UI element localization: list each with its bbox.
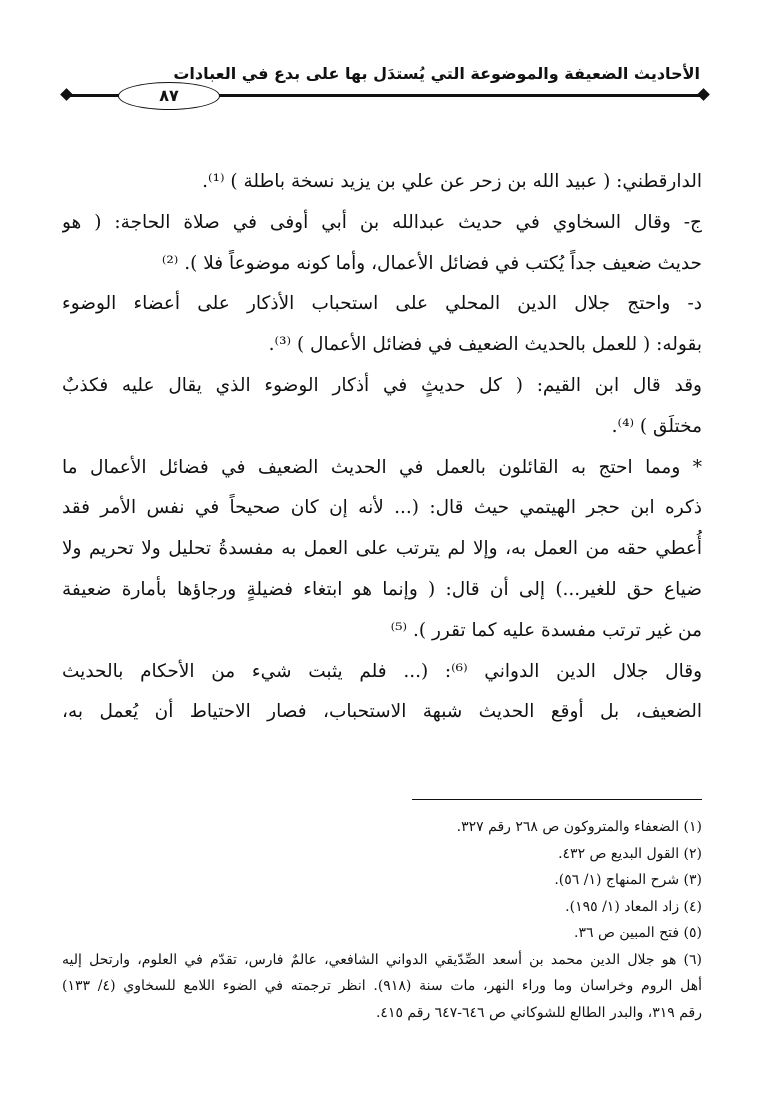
footnote: أهل الروم وخراسان وما وراء النهر، مات سنة (٩١٨). انظر ترجمته في الضوء اللامع للسخاوي (٤/ ١٣٣) — [62, 978, 702, 994]
body-line: حديث ضعيف جداً يُكتب في فضائل الأعمال، وأما كونه موضوعاً فلا ). ⁽²⁾ — [161, 252, 702, 274]
body-line: أُعطي حقه من العمل به، وإلا لم يترتب على العمل به مفسدةُ تحليل ولا تحريم ولا — [62, 538, 702, 560]
body-text — [62, 162, 702, 733]
body-line: وقال جلال الدين الدواني ⁽⁶⁾: (... فلم يثبت شيء من الأحكام بالحديث — [62, 660, 702, 682]
footnote: (٦) هو جلال الدين محمد بن أسعد الصِّدّيقي الدواني الشافعي، عالمٌ فارس، تقدّم في العلوم، وارتحل إليه — [62, 951, 702, 968]
body-line: وقد قال ابن القيم: ( كل حديثٍ في أذكار الوضوء الذي يقال عليه فكذبٌ — [62, 374, 702, 396]
footnotes — [62, 814, 702, 1026]
page-number: ٨٧ — [118, 82, 220, 110]
body-line: مختلَق ) ⁽⁴⁾. — [611, 415, 702, 437]
body-line: ج- وقال السخاوي في حديث عبدالله بن أبي أوفى في صلاة الحاجة: ( هو — [62, 211, 702, 233]
footnote: (٢) القول البديع ص ٤٣٢. — [558, 845, 702, 862]
footnote: (٤) زاد المعاد (١/ ١٩٥). — [565, 898, 702, 915]
footnote-separator — [412, 799, 702, 800]
body-line: بقوله: ( للعمل بالحديث الضعيف في فضائل الأعمال ) ⁽³⁾. — [268, 334, 702, 356]
footnote: رقم ٣١٩، والبدر الطالع للشوكاني ص ٦٤٦-٦٤٧ رقم ٤١٥. — [375, 1004, 702, 1021]
diamond-ornament-left — [60, 88, 73, 101]
footnote: (١) الضعفاء والمتروكون ص ٢٦٨ رقم ٣٢٧. — [456, 819, 702, 835]
body-line: من غير ترتب مفسدة عليه كما تقرر ). ⁽⁵⁾ — [390, 619, 702, 641]
body-line: ذكره ابن حجر الهيتمي حيث قال: (... لأنه إن كان صحيحاً في نفس الأمر فقد — [62, 497, 702, 519]
footnote: (٣) شرح المنهاج (١/ ٥٦). — [554, 872, 702, 888]
body-line: د- واحتج جلال الدين المحلي على استحباب الأذكار على أعضاء الوضوء — [62, 293, 702, 315]
body-line: الدارقطني: ( عبيد الله بن زحر عن علي بن يزيد نسخة باطلة ) ⁽¹⁾. — [202, 171, 702, 192]
page-header — [60, 62, 710, 106]
body-line: الضعيف، بل أوقع الحديث شبهة الاستحباب، فصار الاحتياط أن يُعمل به، — [62, 701, 702, 723]
body-line: ضياع حق للغير...) إلى أن قال: ( وإنما هو ابتغاء فضيلةٍ ورجاؤها بأمارة ضعيفة — [62, 578, 702, 600]
footnote: (٥) فتح المبين ص ٣٦. — [574, 925, 702, 941]
running-title: الأحاديث الضعيفة والموضوعة التي يُستدَل بها على بدع في العبادات — [173, 64, 700, 83]
body-line: * ومما احتج به القائلون بالعمل في الحديث الضعيف في فضائل الأعمال ما — [62, 456, 702, 478]
diamond-ornament-right — [697, 88, 710, 101]
